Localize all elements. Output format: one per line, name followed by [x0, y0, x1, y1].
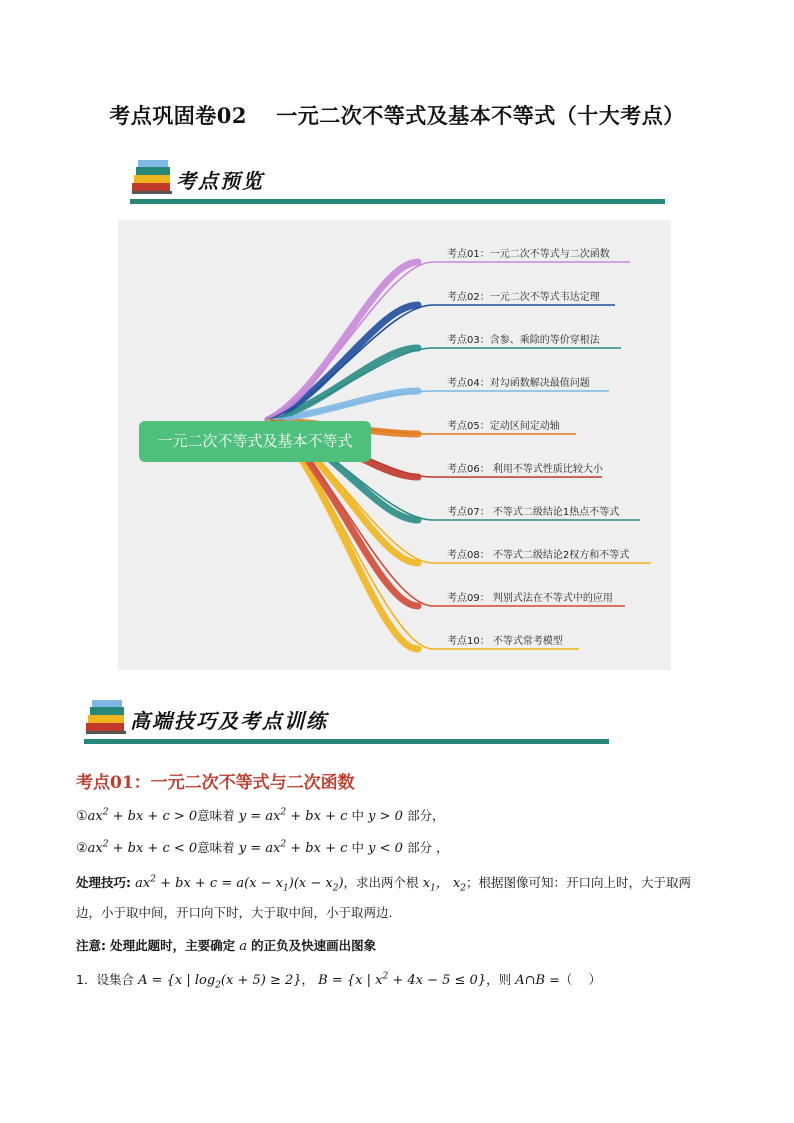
marker: ① — [76, 809, 88, 824]
mindmap-leaf-5: 考点05：定动区间定动轴 — [447, 421, 560, 432]
section-header-preview — [130, 157, 670, 203]
topic-heading: 考点01：一元二次不等式与二次函数 — [76, 773, 355, 793]
question-number: 1．设集合 — [76, 972, 134, 987]
mindmap-leaf-6: 考点06： 利用不等式性质比较大小 — [447, 464, 603, 475]
question-1: 1．设集合 A = {x | $\log_2(x + 5) \ge 2$}， B = {x | $x^2 + 4x - 5 \le 0$}，则 A∩B =（ ） — [76, 971, 602, 991]
mindmap-branch — [268, 305, 615, 420]
mindmap-leaf-3: 考点03：含参、乘除的等价穿根法 — [447, 335, 600, 346]
text: 意味着 — [197, 808, 235, 823]
text: 中 — [351, 840, 365, 855]
rule-line-1: $①ax^2$ + bx + c > 0意味着 $y = ax^2$ + bx + c 中 y > 0 部分， — [76, 807, 445, 824]
mindmap-leaf-10: 考点10： 不等式常考模型 — [447, 636, 563, 647]
section-divider — [130, 199, 665, 204]
text: 中 — [351, 808, 365, 823]
mindmap-leaf-9: 考点09： 判别式法在不等式中的应用 — [447, 593, 613, 604]
mindmap-leaf-4: 考点04：对勾函数解决最值问题 — [447, 378, 590, 389]
text: ，求出两个根 — [343, 875, 419, 890]
mindmap-leaf-2: 考点02：一元二次不等式韦达定理 — [447, 292, 600, 303]
text: ，则 — [486, 972, 512, 987]
tip-line: 处理技巧: $ax^2$ + bx + $c = a(x - x_1)(x - x_2)$，求出两个根 $x_1$， $x_2$；根据图像可知：开口向上时，大于取两 — [76, 874, 691, 894]
text: 部分， — [407, 808, 445, 823]
text: 意味着 — [197, 840, 235, 855]
books-icon — [130, 157, 174, 197]
text: 的正负及快速画出图象 — [251, 938, 377, 953]
text: 部分 ， — [407, 840, 449, 855]
marker: ② — [76, 841, 88, 856]
books-icon — [84, 697, 128, 737]
note-line: 注意: 处理此题时，主要确定 a 的正负及快速画出图象 — [76, 938, 377, 954]
mindmap — [118, 220, 671, 670]
mindmap-leaf-8: 考点08： 不等式二级结论2权方和不等式 — [447, 550, 630, 561]
section-label: 高端技巧及考点训练 — [130, 709, 328, 733]
tip-label: 处理技巧: — [76, 875, 131, 890]
document-title: 考点巩固卷02 一元二次不等式及基本不等式（十大考点） — [109, 103, 685, 128]
tip-line-cont: 边，小于取中间，开口向下时，大于取中间，小于取两边. — [76, 905, 393, 920]
text: ， — [301, 972, 315, 987]
section-label: 考点预览 — [176, 169, 264, 193]
mindmap-leaf-1: 考点01：一元二次不等式与二次函数 — [447, 249, 610, 260]
mindmap-center-node: 一元二次不等式及基本不等式 — [139, 421, 371, 462]
section-divider — [84, 739, 609, 744]
rule-line-2: $②ax^2$ + bx + c < 0意味着 $y = ax^2$ + bx + c 中 y < 0 部分 ， — [76, 839, 449, 856]
text: =（ ） — [549, 972, 602, 987]
note-label: 注意: — [76, 938, 106, 953]
text: ；根据图像可知：开口向上时，大于取两 — [465, 875, 691, 890]
text: 处理此题时，主要确定 — [110, 938, 236, 953]
mindmap-leaf-7: 考点07： 不等式二级结论1热点不等式 — [447, 507, 620, 518]
section-header-training — [84, 697, 624, 743]
